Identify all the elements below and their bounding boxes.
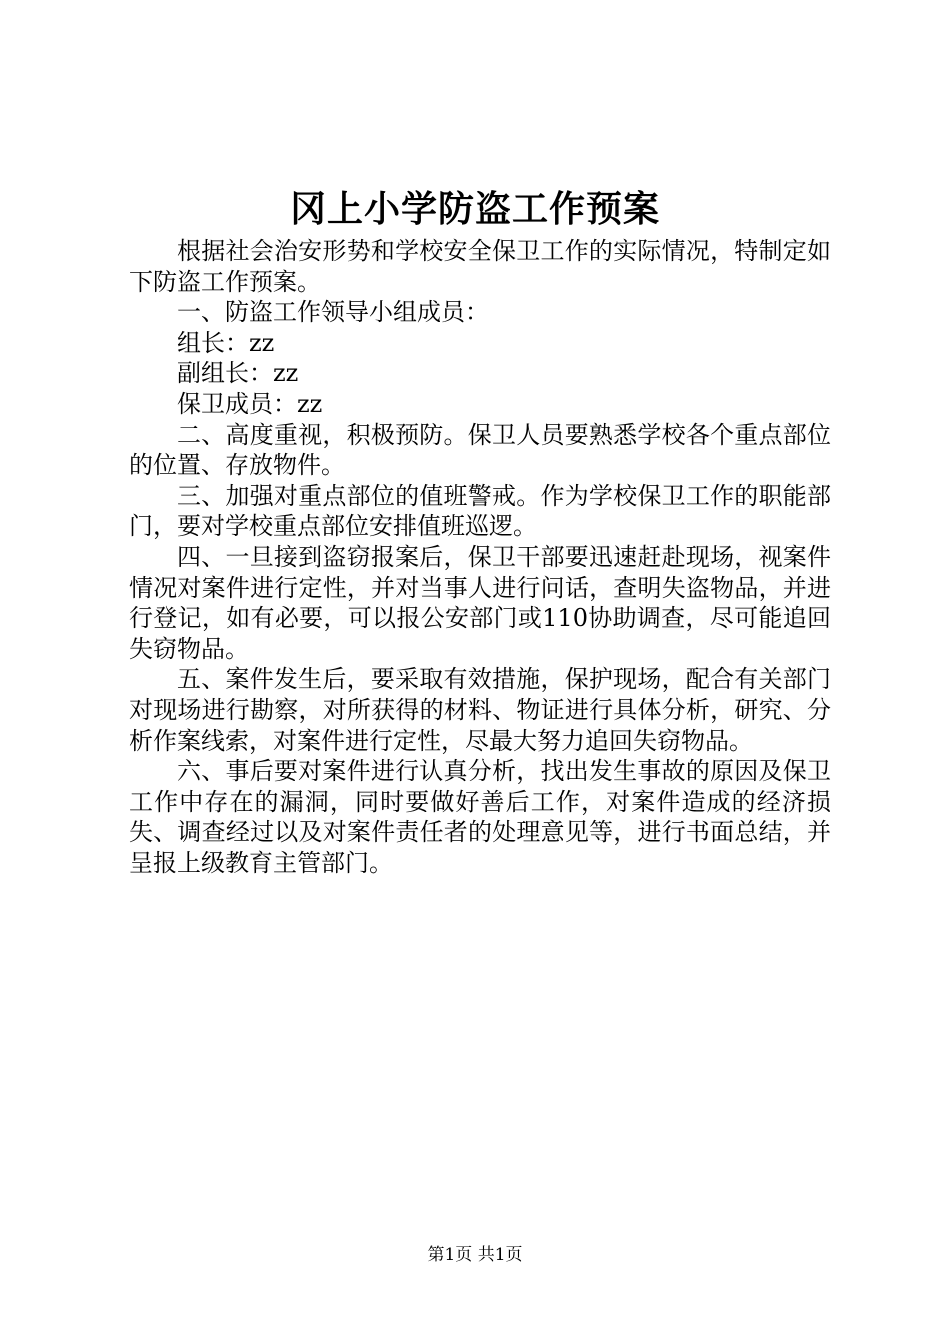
section-five-paragraph: 五、案件发生后，要采取有效措施，保护现场，配合有关部门对现场进行勘察，对所获得的材料、物证进行具体分析，研究、分析作案线索，对案件进行定性，尽最大努力追回失窃物品。: [129, 665, 831, 755]
document-title: 冈上小学防盗工作预案: [289, 188, 660, 230]
security-members-line: 保卫成员：zz: [177, 389, 323, 418]
deputy-leader-line: 副组长：zz: [177, 359, 299, 388]
intro-paragraph: 根据社会治安形势和学校安全保卫工作的实际情况，特制定如下防盗工作预案。: [129, 237, 831, 296]
section-six-paragraph: 六、事后要对案件进行认真分析，找出发生事故的原因及保卫工作中存在的漏洞，同时要做好善后工作，对案件造成的经济损失、调查经过以及对案件责任者的处理意见等，进行书面总结，并呈报上级教育主管部门。: [129, 757, 831, 877]
document-body: [129, 236, 831, 878]
section-leadership-heading: 一、防盗工作领导小组成员：: [177, 298, 489, 327]
leader-line: 组长：zz: [177, 328, 275, 357]
section-four-paragraph: 四、一旦接到盗窃报案后，保卫干部要迅速赶赴现场，视案件情况对案件进行定性，并对当事人进行问话，查明失盗物品，并进行登记，如有必要，可以报公安部门或110协助调查，尽可能追回失窃物品。: [129, 542, 831, 663]
page-number-footer: 第1页 共1页: [427, 1245, 523, 1265]
section-two-paragraph: 二、高度重视，积极预防。保卫人员要熟悉学校各个重点部位的位置、存放物件。: [129, 420, 831, 480]
section-three-paragraph: 三、加强对重点部位的值班警戒。作为学校保卫工作的职能部门，要对学校重点部位安排值班巡逻。: [129, 481, 831, 541]
